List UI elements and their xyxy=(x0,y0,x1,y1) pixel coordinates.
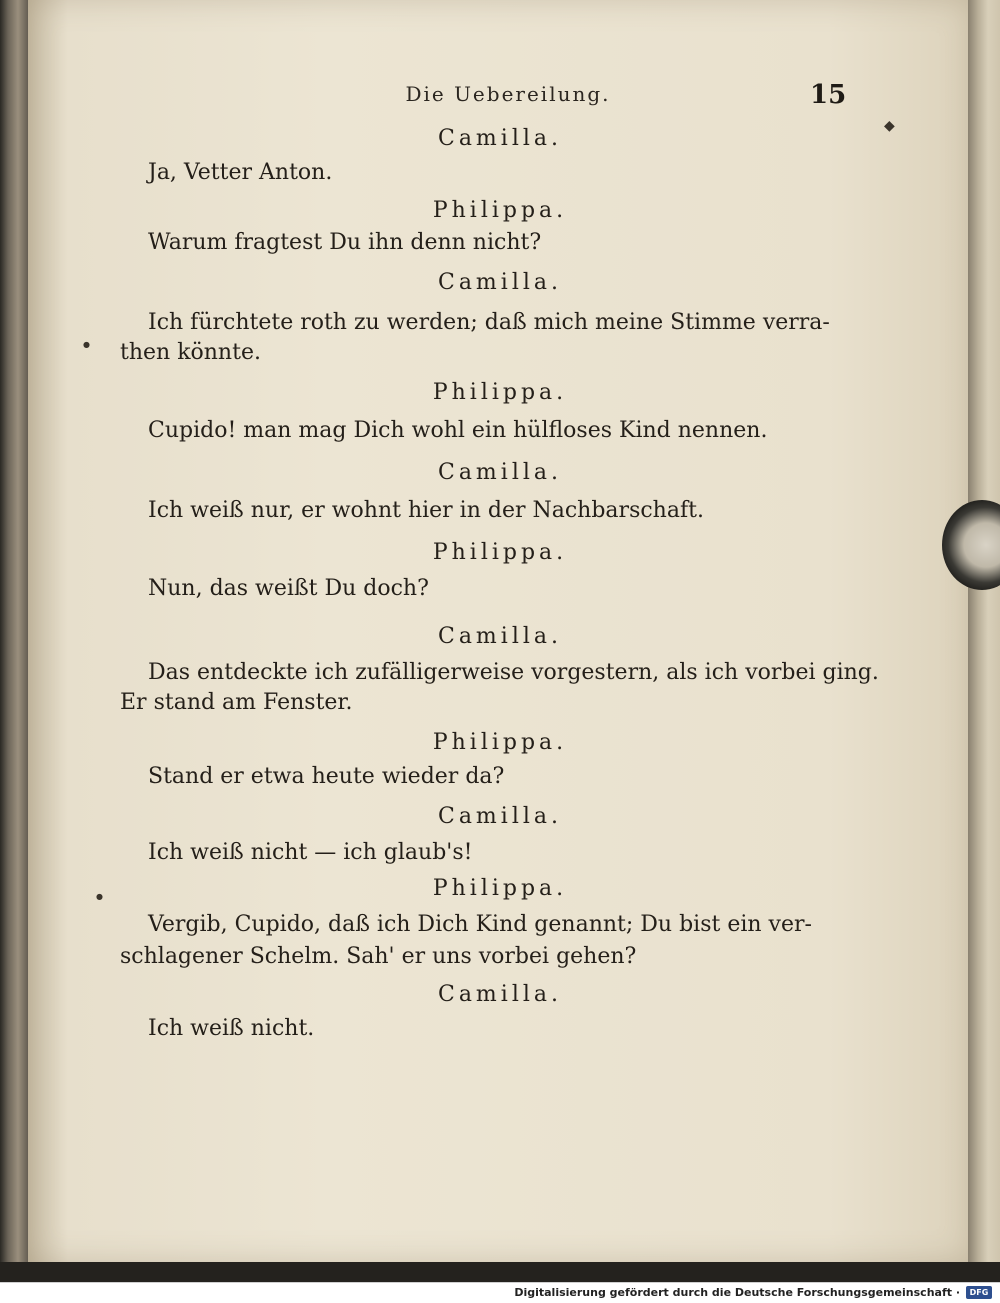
funding-credit: Digitalisierung gefördert durch die Deutsche Forschungsgemeinschaft · xyxy=(514,1286,960,1299)
ink-speck: ◆ xyxy=(884,118,895,134)
dialogue-line: Cupido! man mag Dich wohl ein hülfloses Kind nennen. xyxy=(148,418,768,443)
ink-speck: ● xyxy=(96,892,103,901)
binding-edge xyxy=(0,0,30,1280)
speaker-name: Camilla. xyxy=(437,804,563,829)
speaker-name: Philippa. xyxy=(432,198,568,223)
running-head: Die Uebereilung. xyxy=(405,82,611,106)
dialogue-line: Ja, Vetter Anton. xyxy=(148,160,333,185)
dialogue-line: Vergib, Cupido, daß ich Dich Kind genannt; Du bist ein ver- xyxy=(148,912,812,937)
dialogue-line: Das entdeckte ich zufälligerweise vorgestern, als ich vorbei ging. xyxy=(148,660,879,685)
speaker-name: Camilla. xyxy=(437,460,563,485)
page-number: 15 xyxy=(810,80,847,110)
dialogue-line: Ich weiß nicht — ich glaub's! xyxy=(148,840,473,865)
digitization-footer xyxy=(0,1282,1000,1303)
speaker-name: Philippa. xyxy=(432,730,568,755)
dfg-logo: DFG xyxy=(966,1286,992,1299)
dialogue-line: then könnte. xyxy=(120,340,261,365)
speaker-name: Camilla. xyxy=(437,624,563,649)
dialogue-line: Stand er etwa heute wieder da? xyxy=(148,764,505,789)
page-header xyxy=(28,82,972,112)
dialogue-line: schlagener Schelm. Sah' er uns vorbei gehen? xyxy=(120,944,637,969)
dialogue-line: Nun, das weißt Du doch? xyxy=(148,576,429,601)
speaker-name: Camilla. xyxy=(437,982,563,1007)
speaker-name: Philippa. xyxy=(432,380,568,405)
ink-speck: ● xyxy=(83,340,90,349)
page-sheet xyxy=(28,0,972,1262)
dialogue-line: Ich weiß nicht. xyxy=(148,1016,315,1041)
speaker-name: Camilla. xyxy=(437,126,563,151)
dialogue-line: Warum fragtest Du ihn denn nicht? xyxy=(148,230,542,255)
dialogue-line: Ich fürchtete roth zu werden; daß mich meine Stimme verra- xyxy=(148,310,830,335)
dialogue-line: Er stand am Fenster. xyxy=(120,690,353,715)
page-fore-edge xyxy=(968,0,1000,1262)
speaker-name: Philippa. xyxy=(432,876,568,901)
speaker-name: Philippa. xyxy=(432,540,568,565)
speaker-name: Camilla. xyxy=(437,270,563,295)
scan-background xyxy=(0,1262,1000,1282)
dialogue-line: Ich weiß nur, er wohnt hier in der Nachbarschaft. xyxy=(148,498,704,523)
